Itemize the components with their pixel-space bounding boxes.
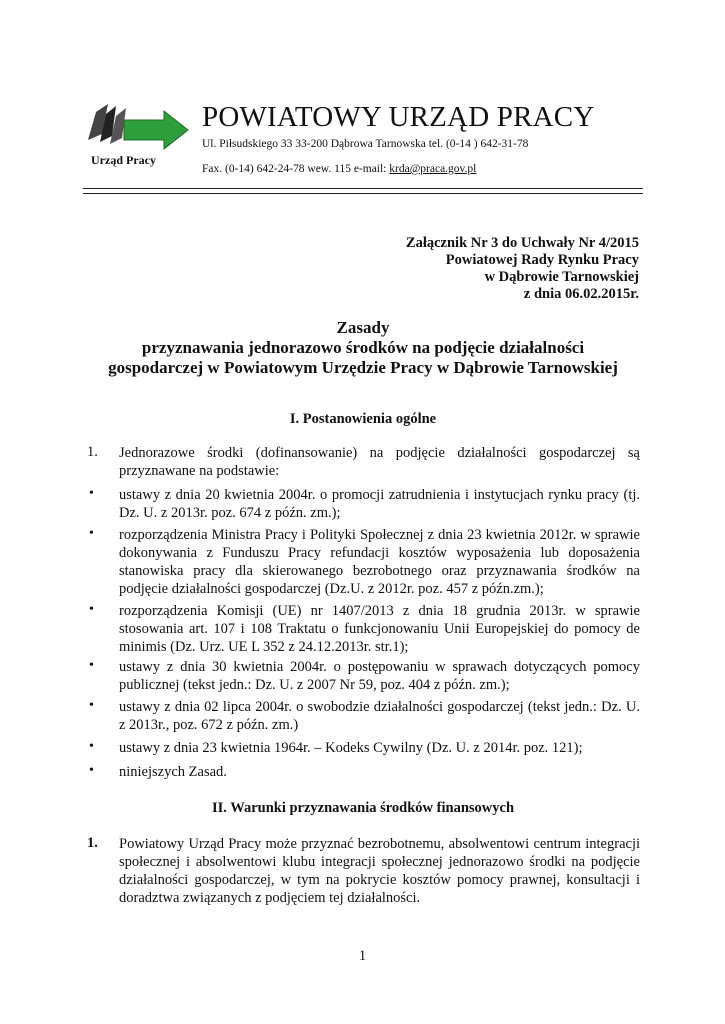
bullet-icon: • [89, 739, 94, 754]
logo-arrow [124, 111, 188, 149]
email-link[interactable]: krda@praca.gov.pl [389, 163, 477, 175]
title-line: przyznawania jednorazowo środków na podjęcie działalności [141, 338, 585, 357]
list-item: rozporządzenia Komisji (UE) nr 1407/2013 z dnia 18 grudnia 2013r. w sprawie stosowania art. 107 i 108 Traktatu o funkcjonowaniu Unii Europejskiej do pomocy de minimis (Dz. Urz. UE L 352 z 24.12.2013r. str.1); [119, 603, 640, 655]
urzad-pracy-logo [84, 100, 196, 170]
organization-address: Ul. Piłsudskiego 33 33-200 Dąbrowa Tarnowska tel. (0-14 ) 642-31-78 [202, 138, 529, 150]
list-item: ustawy z dnia 20 kwietnia 2004r. o promocji zatrudnienia i instytucjach rynku pracy (tj. Dz. U. z 2013r. poz. 674 z późn. zm.); [119, 487, 640, 521]
list-item: niniejszych Zasad. [119, 764, 227, 780]
bullet-icon: • [89, 698, 94, 713]
organization-contact [202, 163, 476, 175]
attachment-line: Powiatowej Rady Rynku Pracy [445, 252, 639, 268]
title-line: Zasady [336, 318, 390, 337]
title-line: gospodarczej w Powiatowym Urzędzie Pracy w Dąbrowie Tarnowskiej [108, 358, 618, 377]
list-item: ustawy z dnia 23 kwietnia 1964r. – Kodeks Cywilny (Dz. U. z 2014r. poz. 121); [119, 740, 583, 756]
organization-name: POWIATOWY URZĄD PRACY [202, 101, 595, 133]
bullet-icon: • [89, 486, 94, 501]
document-title [83, 318, 643, 378]
header-divider-bottom [83, 193, 643, 194]
item-marker: 1. [87, 835, 98, 851]
item-marker: 1. [87, 444, 98, 460]
bullet-icon: • [89, 526, 94, 541]
attachment-line: w Dąbrowie Tarnowskiej [484, 269, 639, 285]
bullet-icon: • [89, 658, 94, 673]
logo-text: Urząd Pracy [91, 153, 156, 167]
attachment-line: Załącznik Nr 3 do Uchwały Nr 4/2015 [405, 235, 639, 251]
bullet-icon: • [89, 602, 94, 617]
attachment-line: z dnia 06.02.2015r. [523, 286, 639, 302]
page-number: 1 [358, 948, 367, 964]
item-text: Jednorazowe środki (dofinansowanie) na podjęcie działalności gospodarczej są przyznawane na podstawie: [119, 445, 640, 479]
list-item: ustawy z dnia 30 kwietnia 2004r. o postępowaniu w sprawach dotyczących pomocy publicznej (tekst jedn.: Dz. U. z 2007 Nr 59, poz. 404 z późn. zm.); [119, 659, 640, 693]
list-item: ustawy z dnia 02 lipca 2004r. o swobodzie działalności gospodarczej (tekst jedn.: Dz. U. z 2013r., poz. 672 z późn. zm.) [119, 699, 640, 733]
header-divider-top [83, 188, 643, 189]
attachment-note [406, 235, 639, 303]
section-heading: I. Postanowienia ogólne [289, 411, 437, 427]
bullet-icon: • [89, 763, 94, 778]
list-item: rozporządzenia Ministra Pracy i Polityki Społecznej z dnia 23 kwietnia 2012r. w sprawie dokonywania z Funduszu Pracy refundacji kosztów wyposażenia lub doposażenia stanowiska pracy dla skierowanego bezrobotnego oraz przyznawania środków na podjęcie działalności gospodarczej (Dz.U. z 2012r. poz. 457 z późn.zm.); [119, 527, 640, 597]
fax-label: Fax. (0-14) 642-24-78 wew. 115 e-mail: [202, 163, 390, 175]
section-heading: II. Warunki przyznawania środków finansowych [211, 800, 515, 816]
item-text: Powiatowy Urząd Pracy może przyznać bezrobotnemu, absolwentowi centrum integracji społecznej i absolwentowi klubu integracji społecznej jednorazowo środki na podjęcie działalności gospodarczej, w tym na pokrycie kosztów pomocy prawnej, konsultacji i doradztwa związanych z podjęciem tej działalności. [119, 836, 640, 906]
